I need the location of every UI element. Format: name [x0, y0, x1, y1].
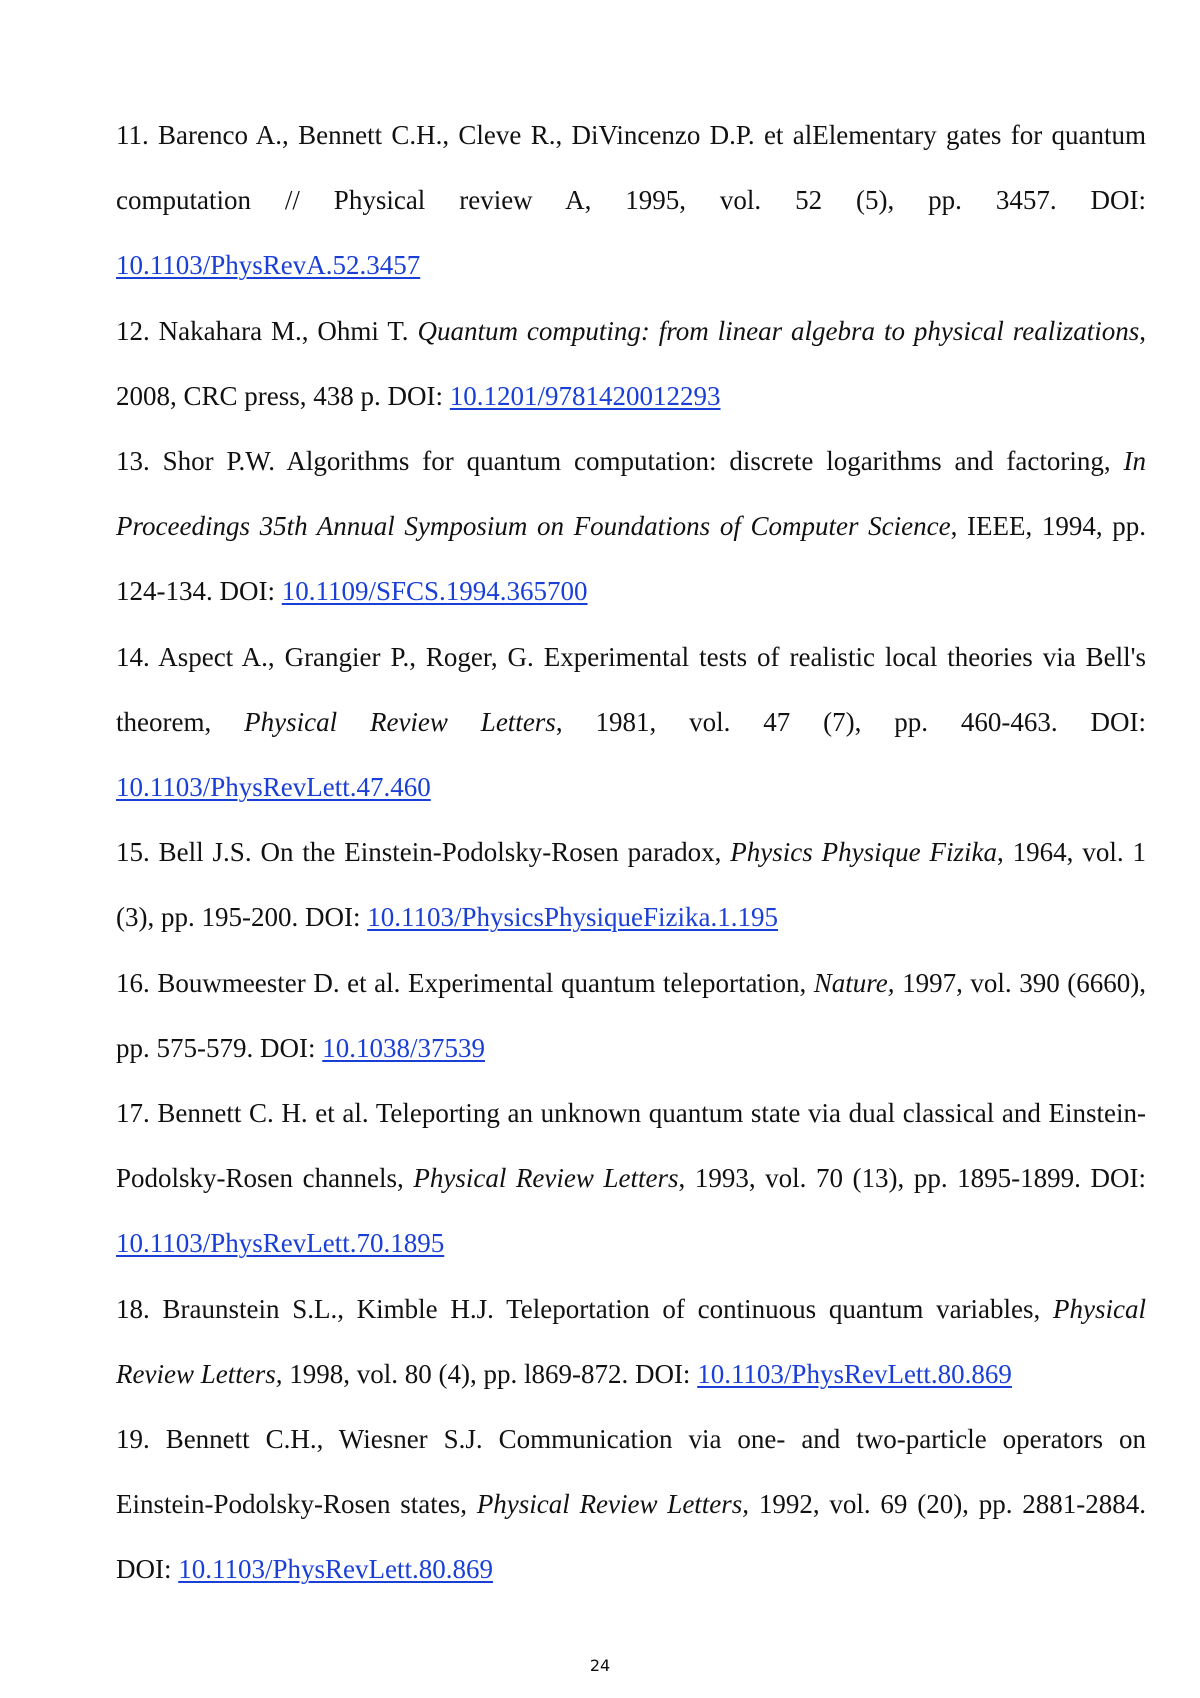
reference-details: , 1964, vol. 1 (3), pp. 195-200. DOI: [116, 837, 1146, 933]
reference-19 [116, 1407, 1146, 1603]
reference-details: 1998, vol. 80 (4), pp. l869-872. DOI: [282, 1358, 698, 1389]
doi-link[interactable]: 10.1201/9781420012293 [449, 380, 721, 411]
reference-italic-title: In Proceedings 35th Annual Symposium on Foundations of Computer Science [116, 446, 1146, 542]
reference-italic-title: Physical Review Letters [413, 1163, 679, 1194]
reference-number: 11. [116, 120, 149, 150]
reference-number: 17. [116, 1098, 150, 1129]
reference-authors: Bennett C. H. et al. Teleporting an unknown quantum state via dual classical and Einstein-Podolsky-Rosen channels, [116, 1098, 1146, 1194]
reference-11 [116, 103, 1146, 299]
doi-link[interactable]: 10.1103/PhysRevA.52.3457 [116, 250, 421, 281]
reference-italic-title: Physical Review Letters, [476, 1489, 750, 1520]
doi-link[interactable]: 10.1103/PhysRevLett.80.869 [697, 1358, 1012, 1389]
reference-details: 1997, vol. 390 (6660), pp. 575-579. DOI: [116, 967, 1146, 1063]
reference-17 [116, 1081, 1146, 1277]
reference-italic-title: Physical Review Letters [244, 706, 556, 737]
reference-number: 18. [116, 1293, 150, 1324]
reference-title: Elementary gates for quantum computation // Physical review A, 1995, vol. 52 (5), pp. 3457. DOI: [116, 120, 1146, 216]
reference-number: 15. [116, 837, 150, 868]
reference-number: 13. [116, 446, 150, 477]
reference-14 [116, 625, 1146, 821]
reference-authors: Nakahara M., Ohmi T. [158, 315, 418, 346]
reference-italic-title: Physics Physique Fizika [730, 837, 998, 868]
reference-authors: Shor P.W. Algorithms for quantum computation: discrete logarithms and factoring, [162, 446, 1124, 477]
reference-list [116, 103, 1146, 1603]
doi-link[interactable]: 10.1103/PhysicsPhysiqueFizika.1.195 [367, 902, 778, 933]
reference-authors: Aspect A., Grangier P., Roger, G. Experimental tests of realistic local theories via Bell's theorem, [116, 641, 1146, 737]
reference-15 [116, 820, 1146, 950]
reference-16 [116, 951, 1146, 1081]
reference-details: , 1981, vol. 47 (7), pp. 460-463. DOI: [555, 706, 1146, 737]
reference-authors: Bouwmeester D. et al. Experimental quantum teleportation, [157, 967, 814, 998]
page-number: 24 [589, 1656, 611, 1675]
reference-italic-title: Quantum computing: from linear algebra to physical realizations [417, 315, 1140, 346]
doi-link[interactable]: 10.1103/PhysRevLett.47.460 [116, 772, 431, 803]
reference-details: , 1993, vol. 70 (13), pp. 1895-1899. DOI: [678, 1163, 1146, 1194]
doi-link[interactable]: 10.1103/PhysRevLett.80.869 [178, 1554, 493, 1585]
reference-number: 16. [116, 967, 150, 998]
reference-18 [116, 1277, 1146, 1407]
doi-link[interactable]: 10.1109/SFCS.1994.365700 [281, 576, 588, 607]
reference-authors: Bell J.S. On the Einstein-Podolsky-Rosen paradox, [158, 837, 731, 868]
reference-details: , 2008, CRC press, 438 p. DOI: [116, 315, 1147, 411]
doi-link[interactable]: 10.1103/PhysRevLett.70.1895 [116, 1228, 445, 1259]
reference-authors: Barenco A., Bennett C.H., Cleve R., DiVincenzo D.P. et al [158, 120, 813, 150]
reference-details: 1992, vol. 69 (20), pp. 2881-2884. DOI: [116, 1489, 1146, 1585]
reference-authors: Bennett C.H., Wiesner S.J. Communication via one- and two-particle operators on Einstein-Podolsky-Rosen states, [116, 1424, 1147, 1520]
doi-link[interactable]: 10.1038/37539 [322, 1032, 485, 1063]
reference-number: 19. [116, 1424, 150, 1455]
reference-13 [116, 429, 1146, 625]
reference-italic-title: Nature, [813, 967, 895, 998]
reference-details: , IEEE, 1994, pp. 124-134. DOI: [116, 511, 1146, 607]
reference-italic-title: Physical Review Letters, [116, 1293, 1146, 1389]
reference-number: 12. [116, 315, 150, 346]
reference-12 [116, 299, 1146, 429]
reference-number: 14. [116, 641, 150, 672]
reference-authors: Braunstein S.L., Kimble H.J. Teleportation of continuous quantum variables, [162, 1293, 1054, 1324]
